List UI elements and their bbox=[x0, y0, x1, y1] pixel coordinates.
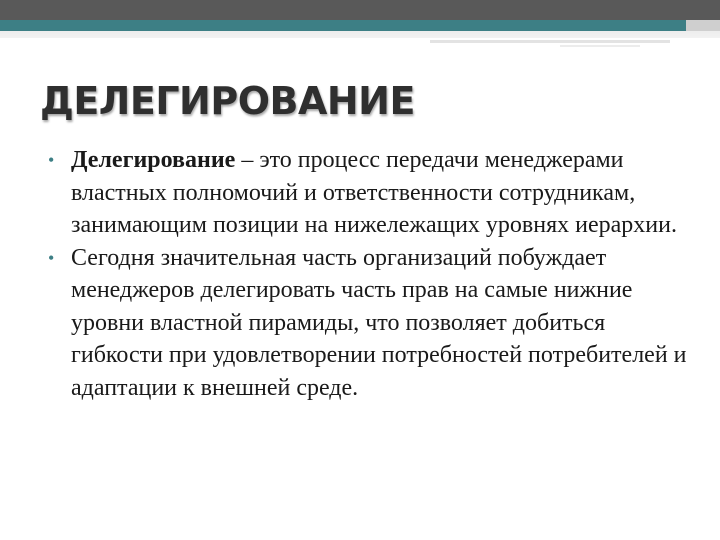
bullet-term: Делегирование bbox=[71, 147, 236, 173]
slide-title: ДЕЛЕГИРОВАНИЕ bbox=[40, 79, 415, 123]
bullet-item-today bbox=[46, 242, 696, 405]
teal-bar-tip bbox=[686, 20, 720, 31]
decor-line bbox=[430, 40, 670, 43]
bullet-text: – это процесс передачи менеджерами властных полномочий и ответственности сотрудникам, занимающим позиции на нижележащих уровнях иерархии. bbox=[71, 147, 677, 238]
bullet-icon: • bbox=[48, 150, 55, 170]
bullet-list bbox=[46, 144, 696, 404]
teal-accent-bar bbox=[0, 20, 686, 31]
bullet-icon: • bbox=[48, 247, 55, 268]
bullet-text: Сегодня значительная часть организаций побуждает менеджеров делегировать часть прав на самые нижние уровни властной пирамиды, что позволяет добиться гибкости при удовлетворении потребностей потребителей и адаптации к внешней среде. bbox=[71, 244, 687, 401]
top-bar bbox=[0, 0, 720, 20]
decor-line-small bbox=[560, 45, 640, 47]
bullet-item-definition bbox=[46, 144, 696, 242]
